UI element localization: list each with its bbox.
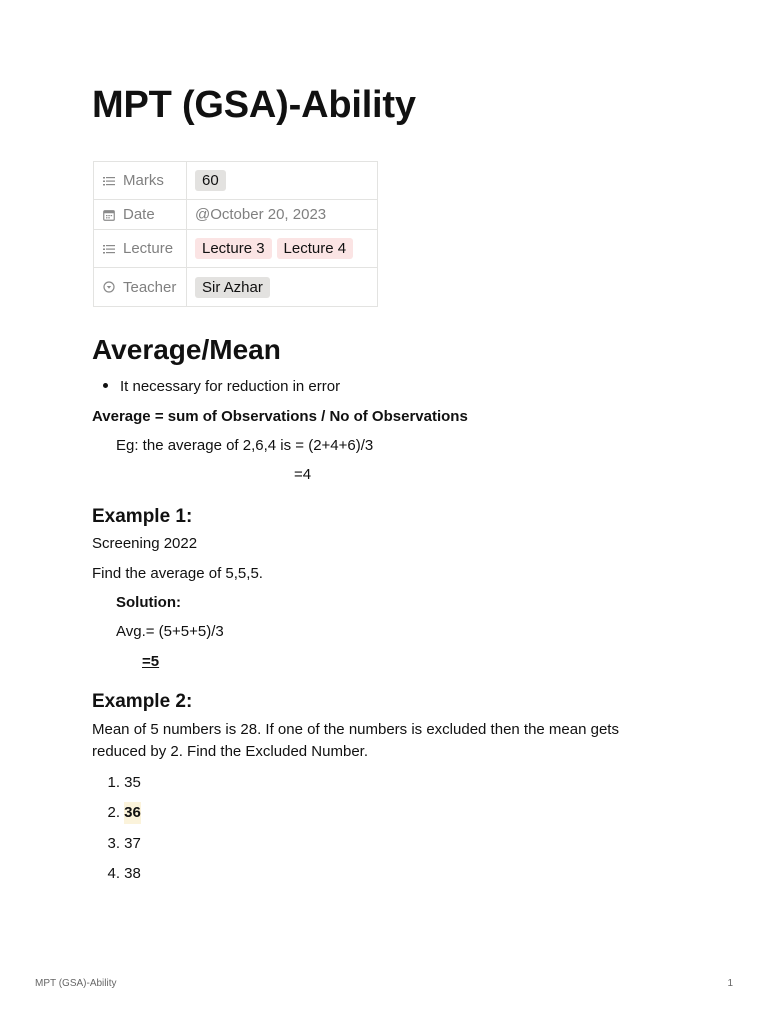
option-text: 38 <box>124 865 141 882</box>
example1-heading: Example 1: <box>92 506 193 527</box>
lecture-tag[interactable]: Lecture 4 <box>277 238 354 259</box>
properties-table <box>93 161 378 307</box>
list-icon <box>102 242 116 256</box>
bullet-item <box>103 376 340 398</box>
example-line: Eg: the average of 2,6,4 is = (2+4+6)/3 <box>116 437 374 454</box>
footer-title: MPT (GSA)-Ability <box>35 978 117 989</box>
marks-tag[interactable]: 60 <box>195 170 226 191</box>
property-row-teacher <box>94 268 378 307</box>
date-value[interactable]: @October 20, 2023 <box>195 206 327 223</box>
formula-text: Average = sum of Observations / No of Observations <box>92 408 468 425</box>
example2-heading: Example 2: <box>92 691 193 712</box>
select-icon <box>102 280 116 294</box>
section-heading: Average/Mean <box>92 334 281 365</box>
lecture-tag[interactable]: Lecture 3 <box>195 238 272 259</box>
option-text: 37 <box>124 835 141 852</box>
calendar-icon <box>102 208 116 222</box>
option-text-highlighted: 36 <box>124 802 141 824</box>
property-label-marks: Marks <box>123 172 164 189</box>
page-number: 1 <box>727 978 733 989</box>
list-item: 3. 37 <box>92 833 141 855</box>
property-label-lecture: Lecture <box>123 240 174 257</box>
teacher-tag[interactable]: Sir Azhar <box>195 277 270 298</box>
bullet-dot <box>103 383 108 388</box>
example2-question: Mean of 5 numbers is 28. If one of the numbers is excluded then the mean gets reduced by 2. Find the Excluded Number. <box>92 721 619 760</box>
example1-source: Screening 2022 <box>92 535 198 552</box>
page-title: MPT (GSA)-Ability <box>92 84 416 126</box>
list-item: 2. 36 <box>92 802 141 824</box>
bullet-text: It necessary for reduction in error <box>120 378 341 395</box>
solution-label: Solution: <box>116 594 181 611</box>
property-row-lecture <box>94 230 378 268</box>
option-text: 35 <box>124 774 141 791</box>
list-icon <box>102 174 116 188</box>
solution-answer: =5 <box>142 653 160 670</box>
solution-working: Avg.= (5+5+5)/3 <box>116 623 224 640</box>
example-result: =4 <box>294 466 312 483</box>
list-item: 1. 35 <box>92 772 141 794</box>
example1-question: Find the average of 5,5,5. <box>92 565 263 582</box>
list-item: 4. 38 <box>92 863 141 885</box>
property-row-date <box>94 200 378 230</box>
property-label-date: Date <box>123 206 155 223</box>
property-label-teacher: Teacher <box>123 278 177 296</box>
property-row-marks <box>94 162 378 200</box>
